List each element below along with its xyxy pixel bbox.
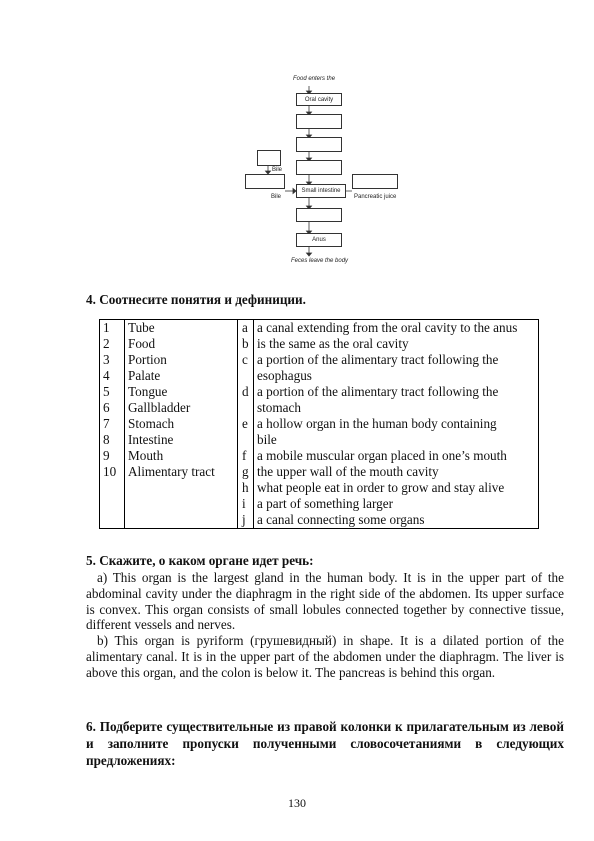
empty-box-2 <box>296 137 342 152</box>
letter-item: a <box>242 320 248 335</box>
term-item: Food <box>128 336 156 351</box>
definition-line: esophagus <box>257 368 312 383</box>
matching-table <box>99 319 539 529</box>
empty-box-4 <box>296 208 342 222</box>
empty-box-left-upper <box>257 150 281 166</box>
term-item: Palate <box>128 368 161 383</box>
terms-column <box>125 320 238 529</box>
number-item: 7 <box>103 416 110 431</box>
number-item: 10 <box>103 464 117 479</box>
definition-line: a part of something larger <box>257 496 393 511</box>
term-item: Portion <box>128 352 167 367</box>
definition-line: a canal extending from the oral cavity to the anus <box>257 320 518 335</box>
definition-line: a canal connecting some organs <box>257 512 425 527</box>
paragraph-a: a) This organ is the largest gland in the human body. It is in the upper part of the abdominal cavity under the diaphragm in the right side of the abdomen. Its upper surface is convex. This organ consists of small lobules connected together by connective tissue, different vessels and nerves. <box>86 570 564 633</box>
diagram-top-label: Food enters the <box>293 76 336 82</box>
number-item: 6 <box>103 400 110 415</box>
empty-box-3 <box>296 160 342 175</box>
number-item: 1 <box>103 320 110 335</box>
term-item: Intestine <box>128 432 174 447</box>
left-lower-bile-label: Bile <box>271 194 282 200</box>
digestive-flow-diagram <box>240 74 397 270</box>
section-5-text <box>86 570 564 681</box>
number-item: 3 <box>103 352 110 367</box>
definition-line: stomach <box>257 400 301 415</box>
pancreatic-juice-label: Pancreatic juice <box>354 194 397 200</box>
letter-item: f <box>242 448 247 463</box>
page-number: 130 <box>288 796 306 810</box>
letter-item: h <box>242 480 249 495</box>
diagram-bottom-label: Feces leave the body <box>291 258 349 264</box>
number-item: 2 <box>103 336 110 351</box>
empty-box-1 <box>296 114 342 129</box>
letter-item: g <box>242 464 249 479</box>
oral-cavity-box: Oral cavity <box>296 93 342 106</box>
anus-box: Anus <box>296 233 342 247</box>
letter-item: b <box>242 336 249 351</box>
term-item: Alimentary tract <box>128 464 215 479</box>
empty-box-left-lower <box>245 174 285 189</box>
definition-line: is the same as the oral cavity <box>257 336 409 351</box>
term-item: Stomach <box>128 416 175 431</box>
definition-line: a hollow organ in the human body containing <box>257 416 497 431</box>
paragraph-b: b) This organ is pyriform (грушевидный) in shape. It is a dilated portion of the alimentary canal. It is in the upper part of the abdomen under the diaphragm. The liver is above this organ, and the colon is below it. The pancreas is behind this organ. <box>86 633 564 680</box>
small-intestine-box: Small intestine <box>296 184 346 198</box>
definition-line: a portion of the alimentary tract following the <box>257 352 499 367</box>
letters-column <box>238 320 254 529</box>
section-6-heading: 6. Подберите существительные из правой колонки к прилагательным из левой и заполните пропуски полученными словосочетаниями в следующих предложениях: <box>86 719 564 768</box>
empty-box-right <box>352 174 398 189</box>
definition-line: a portion of the alimentary tract following the <box>257 384 499 399</box>
letter-item <box>242 400 251 416</box>
definition-line: what people eat in order to grow and stay alive <box>257 480 505 495</box>
definition-line: bile <box>257 432 277 447</box>
term-item: Mouth <box>128 448 164 463</box>
number-item: 5 <box>103 384 110 399</box>
term-item: Tongue <box>128 384 168 399</box>
letter-item: d <box>242 384 249 399</box>
definition-line: a mobile muscular organ placed in one’s mouth <box>257 448 507 463</box>
definition-line: the upper wall of the mouth cavity <box>257 464 439 479</box>
number-item: 8 <box>103 432 110 447</box>
letter-item: c <box>242 352 248 367</box>
letter-item: e <box>242 416 248 431</box>
number-item: 4 <box>103 368 110 383</box>
term-item: Gallbladder <box>128 400 191 415</box>
definitions-column <box>254 320 539 529</box>
letter-item <box>242 432 251 448</box>
number-item: 9 <box>103 448 110 463</box>
letter-item: j <box>242 512 246 527</box>
section-4-heading: 4. Соотнесите понятия и дефиниции. <box>86 292 306 307</box>
term-item: Tube <box>128 320 155 335</box>
letter-item: i <box>242 496 246 511</box>
letter-item <box>242 368 251 384</box>
numbers-column <box>100 320 125 529</box>
section-5-heading: 5. Скажите, о каком органе идет речь: <box>86 553 314 568</box>
left-upper-bile-label: Bile <box>272 167 283 173</box>
